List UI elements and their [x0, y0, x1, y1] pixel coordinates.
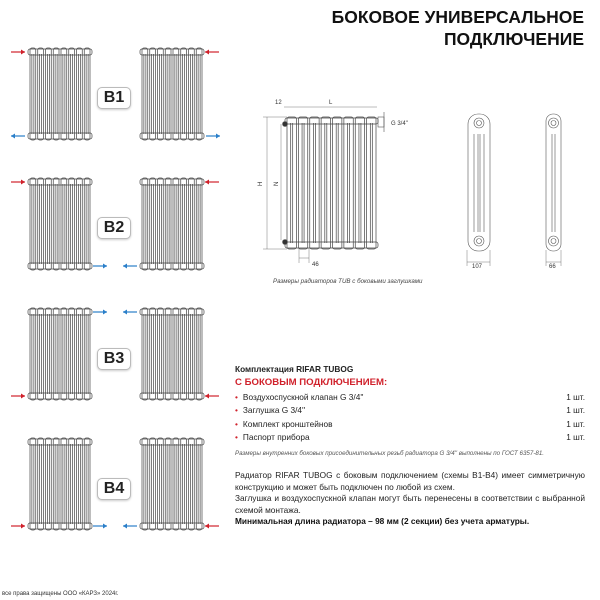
copyright: все права защищены ООО «КАРЗ» 2024г.	[2, 591, 119, 597]
dim-h: H	[258, 181, 264, 186]
kit-item-qty: 1 шт.	[566, 405, 585, 416]
radiator-icon	[285, 117, 378, 249]
description-p3: Минимальная длина радиатора – 98 мм (2 секции) без учета арматуры.	[235, 516, 530, 527]
kit-item-name: Воздухоспускной клапан G 3/4''	[242, 391, 364, 402]
kit-item-qty: 1 шт.	[566, 418, 585, 429]
kit-item: • Комплект кронштейнов 1 шт.	[235, 418, 585, 429]
side-views	[468, 114, 561, 251]
dim-107: 107	[472, 264, 483, 270]
description-p1: Радиатор RIFAR TUBOG с боковым подключением (схемы B1-B4) имеет симметричную конструкцию и может быть подключен по любой из схем.	[235, 470, 585, 492]
dim-12: 12	[275, 100, 282, 106]
kit-item: • Паспорт прибора 1 шт.	[235, 432, 585, 443]
dim-46: 46	[312, 262, 319, 268]
kit-item: • Воздухоспускной клапан G 3/4'' 1 шт.	[235, 391, 585, 402]
scheme-label-b2: B2	[97, 217, 131, 239]
kit-subheading: С БОКОВЫМ ПОДКЛЮЧЕНИЕМ:	[235, 377, 388, 388]
description-p2: Заглушка и воздухоспускной клапан могут быть перенесены в соответствии с выбранной схемой монтажа.	[235, 493, 585, 515]
front-view	[283, 112, 385, 249]
kit-item: • Заглушка G 3/4'' 1 шт.	[235, 405, 585, 416]
dim-66: 66	[549, 264, 556, 270]
title-line-1: БОКОВОЕ УНИВЕРСАЛЬНОЕ	[331, 7, 584, 27]
drawing-caption: Размеры радиаторов TUB с боковыми заглушками	[273, 278, 423, 285]
kit-item-name: Паспорт прибора	[242, 432, 310, 443]
title-line-2: ПОДКЛЮЧЕНИЕ	[443, 29, 584, 49]
kit-item-name: Заглушка G 3/4''	[242, 405, 306, 416]
kit-item-name: Комплект кронштейнов	[242, 418, 333, 429]
kit-item-qty: 1 шт.	[566, 432, 585, 443]
thread-size: G 3/4''	[391, 121, 408, 127]
scheme-label-b3: B3	[97, 348, 131, 370]
description	[235, 470, 585, 528]
kit-note: Размеры внутренних боковых присоединительных резьб радиатора G 3/4'' выполнены по ГОСТ 6357-81.	[235, 450, 544, 457]
dim-n: N	[274, 181, 280, 186]
kit-heading: Комплектация RIFAR TUBOG	[235, 364, 354, 374]
kit-section	[235, 364, 585, 457]
kit-item-qty: 1 шт.	[566, 391, 585, 402]
dim-l: L	[329, 100, 333, 106]
scheme-label-b4: B4	[97, 478, 131, 500]
scheme-label-b1: B1	[97, 87, 131, 109]
